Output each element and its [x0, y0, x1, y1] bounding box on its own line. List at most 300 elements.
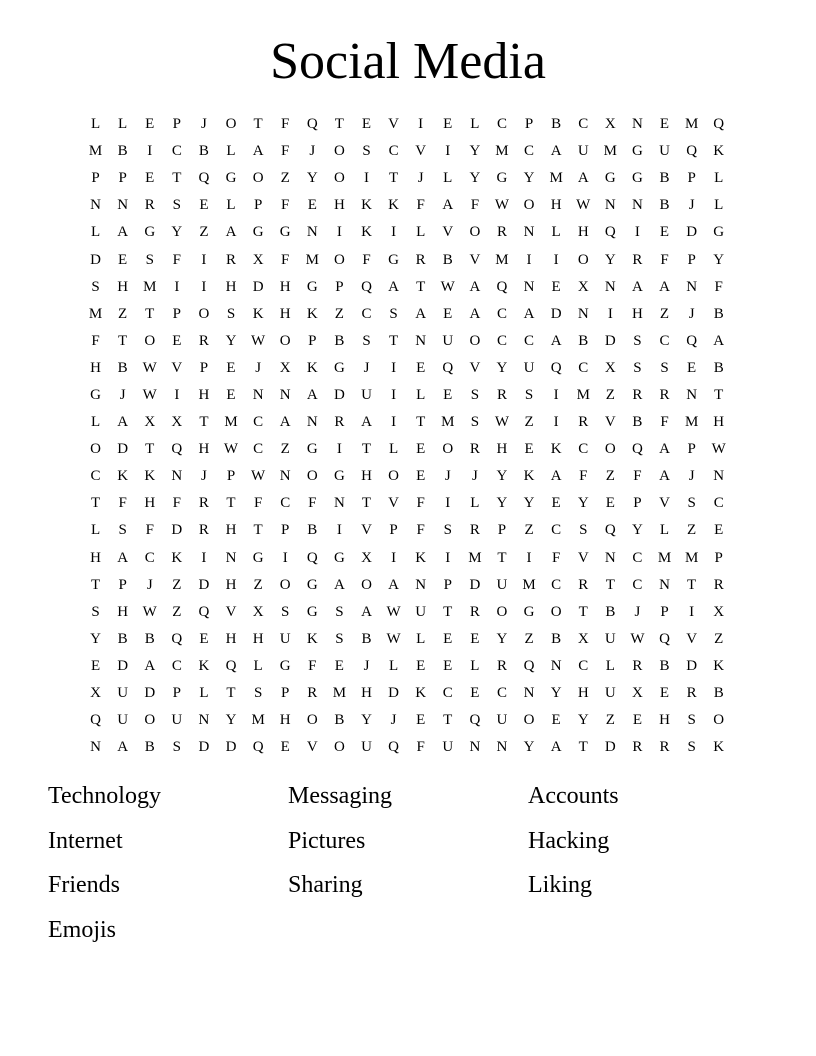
grid-letter[interactable]: D	[198, 576, 210, 593]
grid-letter[interactable]: G	[496, 170, 508, 187]
grid-letter[interactable]: K	[117, 468, 129, 485]
grid-letter[interactable]: L	[388, 657, 399, 674]
grid-letter[interactable]: P	[281, 685, 290, 702]
grid-letter[interactable]: F	[281, 143, 290, 160]
grid-letter[interactable]: P	[308, 332, 317, 349]
grid-letter[interactable]: N	[604, 549, 616, 566]
grid-letter[interactable]: G	[632, 143, 643, 160]
grid-letter[interactable]: E	[551, 712, 561, 729]
grid-letter[interactable]: T	[578, 603, 588, 620]
grid-letter[interactable]: O	[144, 712, 156, 729]
grid-letter[interactable]: Z	[605, 468, 615, 485]
grid-letter[interactable]: U	[361, 739, 372, 756]
grid-letter[interactable]: H	[713, 414, 725, 431]
grid-letter[interactable]: H	[225, 522, 237, 539]
grid-letter[interactable]: H	[496, 441, 508, 458]
grid-letter[interactable]: S	[362, 332, 371, 349]
grid-letter[interactable]: R	[198, 522, 209, 539]
grid-letter[interactable]: V	[171, 359, 183, 376]
grid-letter[interactable]: Q	[225, 657, 237, 674]
grid-letter[interactable]: X	[577, 630, 589, 647]
grid-letter[interactable]: W	[494, 414, 510, 431]
grid-letter[interactable]: E	[334, 657, 344, 674]
grid-letter[interactable]: S	[687, 712, 696, 729]
grid-letter[interactable]: I	[445, 495, 451, 512]
grid-letter[interactable]: H	[550, 197, 562, 214]
grid-letter[interactable]: M	[603, 143, 617, 160]
grid-letter[interactable]: T	[443, 603, 453, 620]
grid-letter[interactable]: E	[416, 359, 426, 376]
grid-letter[interactable]: Y	[306, 170, 318, 187]
grid-letter[interactable]: B	[117, 143, 128, 160]
grid-letter[interactable]: O	[306, 712, 318, 729]
grid-letter[interactable]: X	[604, 359, 616, 376]
grid-letter[interactable]: Q	[306, 116, 318, 133]
grid-letter[interactable]: X	[171, 414, 183, 431]
grid-letter[interactable]: E	[443, 386, 453, 403]
grid-letter[interactable]: D	[550, 305, 562, 322]
grid-letter[interactable]: H	[225, 278, 237, 295]
grid-letter[interactable]: O	[469, 332, 481, 349]
grid-letter[interactable]: J	[119, 386, 126, 403]
grid-letter[interactable]: D	[686, 224, 698, 241]
grid-letter[interactable]: J	[471, 468, 478, 485]
grid-letter[interactable]: O	[523, 712, 535, 729]
grid-letter[interactable]: P	[660, 603, 669, 620]
grid-letter[interactable]: S	[389, 305, 398, 322]
grid-letter[interactable]: D	[90, 251, 101, 268]
grid-letter[interactable]: F	[281, 251, 290, 268]
grid-letter[interactable]: U	[279, 630, 291, 647]
grid-letter[interactable]: E	[470, 630, 480, 647]
grid-letter[interactable]: W	[576, 197, 591, 214]
grid-letter[interactable]: G	[333, 359, 345, 376]
grid-letter[interactable]: I	[147, 143, 153, 160]
grid-letter[interactable]: C	[144, 549, 155, 566]
grid-letter[interactable]: M	[495, 143, 509, 160]
grid-letter[interactable]: X	[604, 116, 616, 133]
grid-letter[interactable]: B	[551, 630, 562, 647]
grid-letter[interactable]: V	[659, 495, 670, 512]
grid-letter[interactable]: N	[198, 712, 210, 729]
grid-letter[interactable]: N	[523, 224, 535, 241]
grid-letter[interactable]: F	[172, 495, 181, 512]
grid-letter[interactable]: F	[362, 251, 371, 268]
grid-letter[interactable]: L	[551, 224, 561, 241]
grid-letter[interactable]: E	[145, 116, 155, 133]
grid-letter[interactable]: O	[333, 143, 345, 160]
grid-letter[interactable]: Q	[659, 630, 670, 647]
grid-letter[interactable]: L	[714, 197, 724, 214]
grid-letter[interactable]: G	[306, 603, 318, 620]
grid-letter[interactable]: H	[225, 576, 237, 593]
grid-letter[interactable]: C	[361, 305, 372, 322]
grid-letter[interactable]: O	[279, 576, 291, 593]
grid-letter[interactable]: A	[361, 414, 372, 431]
grid-letter[interactable]: R	[632, 251, 643, 268]
grid-letter[interactable]: P	[199, 359, 209, 376]
grid-letter[interactable]: C	[551, 522, 562, 539]
grid-letter[interactable]: K	[144, 468, 156, 485]
grid-letter[interactable]: E	[659, 116, 670, 133]
grid-letter[interactable]: Q	[632, 441, 643, 458]
grid-letter[interactable]: M	[143, 278, 157, 295]
grid-letter[interactable]: J	[417, 170, 424, 187]
grid-letter[interactable]: Y	[523, 495, 535, 512]
grid-letter[interactable]: T	[388, 170, 399, 187]
grid-letter[interactable]: T	[199, 414, 209, 431]
grid-letter[interactable]: M	[495, 251, 509, 268]
grid-letter[interactable]: S	[470, 414, 480, 431]
grid-letter[interactable]: P	[281, 522, 290, 539]
grid-letter[interactable]: I	[363, 170, 369, 187]
grid-letter[interactable]: E	[199, 197, 209, 214]
grid-letter[interactable]: K	[550, 441, 562, 458]
grid-letter[interactable]: E	[361, 116, 372, 133]
grid-letter[interactable]: Q	[388, 739, 399, 756]
grid-letter[interactable]: O	[604, 441, 616, 458]
grid-letter[interactable]: O	[225, 116, 237, 133]
grid-letter[interactable]: T	[416, 278, 426, 295]
grid-letter[interactable]: M	[88, 305, 103, 322]
grid-letter[interactable]: J	[146, 576, 153, 593]
grid-letter[interactable]: W	[142, 386, 157, 403]
grid-letter[interactable]: A	[252, 143, 264, 160]
grid-letter[interactable]: R	[415, 251, 426, 268]
grid-letter[interactable]: V	[361, 522, 372, 539]
grid-letter[interactable]: C	[578, 359, 589, 376]
grid-letter[interactable]: J	[201, 468, 207, 485]
grid-letter[interactable]: B	[551, 116, 562, 133]
grid-letter[interactable]: T	[90, 576, 101, 593]
grid-letter[interactable]: R	[578, 414, 589, 431]
grid-letter[interactable]: C	[659, 332, 670, 349]
grid-letter[interactable]: A	[659, 468, 670, 485]
grid-letter[interactable]: N	[306, 224, 318, 241]
grid-letter[interactable]: H	[225, 630, 237, 647]
grid-letter[interactable]: L	[118, 116, 128, 133]
grid-letter[interactable]: I	[553, 414, 559, 431]
grid-letter[interactable]: U	[523, 359, 535, 376]
grid-letter[interactable]: A	[550, 739, 562, 756]
grid-letter[interactable]: F	[660, 414, 669, 431]
grid-letter[interactable]: W	[386, 630, 401, 647]
grid-letter[interactable]: B	[659, 657, 670, 674]
grid-letter[interactable]: H	[632, 305, 643, 322]
grid-letter[interactable]: O	[333, 739, 345, 756]
grid-letter[interactable]: G	[333, 549, 345, 566]
grid-letter[interactable]: W	[440, 278, 455, 295]
grid-letter[interactable]: E	[416, 468, 426, 485]
grid-letter[interactable]: U	[171, 712, 183, 729]
grid-letter[interactable]: F	[551, 549, 561, 566]
grid-letter[interactable]: C	[578, 441, 589, 458]
grid-letter[interactable]: N	[496, 739, 508, 756]
grid-letter[interactable]: Y	[496, 359, 508, 376]
grid-letter[interactable]: P	[253, 197, 263, 214]
grid-letter[interactable]: E	[280, 739, 290, 756]
grid-letter[interactable]: P	[172, 685, 181, 702]
grid-letter[interactable]: P	[524, 116, 534, 133]
grid-letter[interactable]: E	[307, 197, 317, 214]
grid-letter[interactable]: T	[334, 116, 344, 133]
grid-letter[interactable]: I	[336, 522, 342, 539]
grid-letter[interactable]: Z	[687, 522, 697, 539]
grid-letter[interactable]: T	[361, 441, 372, 458]
grid-letter[interactable]: I	[174, 278, 180, 295]
grid-letter[interactable]: P	[91, 170, 100, 187]
grid-letter[interactable]: V	[604, 414, 616, 431]
grid-letter[interactable]: S	[91, 278, 100, 295]
grid-letter[interactable]: S	[633, 332, 642, 349]
grid-letter[interactable]: T	[361, 495, 372, 512]
grid-letter[interactable]: U	[117, 712, 129, 729]
grid-letter[interactable]: N	[90, 739, 101, 756]
grid-letter[interactable]: U	[577, 143, 589, 160]
grid-letter[interactable]: B	[334, 332, 345, 349]
grid-letter[interactable]: K	[415, 685, 427, 702]
grid-letter[interactable]: D	[388, 685, 399, 702]
grid-letter[interactable]: N	[632, 197, 643, 214]
grid-letter[interactable]: A	[550, 332, 562, 349]
grid-letter[interactable]: B	[334, 712, 345, 729]
grid-letter[interactable]: R	[198, 495, 209, 512]
grid-letter[interactable]: Q	[604, 522, 616, 539]
grid-letter[interactable]: N	[279, 386, 291, 403]
grid-letter[interactable]: Y	[523, 170, 535, 187]
grid-letter[interactable]: B	[198, 143, 209, 160]
grid-letter[interactable]: Z	[605, 712, 615, 729]
grid-letter[interactable]: F	[281, 116, 290, 133]
grid-letter[interactable]: C	[632, 576, 643, 593]
grid-letter[interactable]: B	[605, 603, 616, 620]
grid-letter[interactable]: I	[391, 224, 397, 241]
grid-letter[interactable]: C	[524, 143, 535, 160]
grid-letter[interactable]: L	[90, 116, 101, 133]
grid-letter[interactable]: S	[335, 630, 344, 647]
grid-letter[interactable]: M	[332, 685, 347, 702]
grid-letter[interactable]: O	[279, 332, 291, 349]
grid-letter[interactable]: N	[713, 468, 725, 485]
grid-letter[interactable]: N	[686, 386, 698, 403]
grid-letter[interactable]: J	[444, 468, 451, 485]
grid-letter[interactable]: J	[634, 603, 641, 620]
grid-letter[interactable]: F	[660, 251, 669, 268]
grid-letter[interactable]: W	[142, 603, 157, 620]
grid-letter[interactable]: C	[171, 143, 182, 160]
grid-letter[interactable]: Q	[686, 332, 698, 349]
grid-letter[interactable]: Y	[469, 170, 481, 187]
grid-letter[interactable]: E	[632, 712, 642, 729]
grid-letter[interactable]: N	[577, 305, 589, 322]
grid-letter[interactable]: M	[657, 549, 672, 566]
grid-letter[interactable]: Q	[171, 630, 183, 647]
grid-letter[interactable]: Z	[524, 630, 534, 647]
grid-letter[interactable]: H	[333, 197, 345, 214]
grid-letter[interactable]: R	[469, 522, 480, 539]
grid-letter[interactable]: A	[442, 197, 454, 214]
grid-letter[interactable]: V	[388, 116, 399, 133]
grid-letter[interactable]: Y	[171, 224, 183, 241]
grid-letter[interactable]: N	[604, 197, 616, 214]
grid-letter[interactable]: A	[469, 305, 481, 322]
grid-letter[interactable]: G	[279, 657, 291, 674]
grid-letter[interactable]: P	[335, 278, 344, 295]
grid-letter[interactable]: T	[714, 386, 724, 403]
grid-letter[interactable]: O	[306, 468, 318, 485]
grid-letter[interactable]: F	[308, 495, 317, 512]
grid-letter[interactable]: C	[253, 414, 264, 431]
grid-letter[interactable]: K	[361, 224, 372, 241]
grid-letter[interactable]: E	[659, 685, 670, 702]
grid-letter[interactable]: K	[415, 549, 427, 566]
grid-letter[interactable]: I	[282, 549, 288, 566]
grid-letter[interactable]: R	[713, 576, 724, 593]
grid-letter[interactable]: E	[687, 359, 697, 376]
grid-letter[interactable]: B	[659, 197, 670, 214]
grid-letter[interactable]: I	[336, 441, 342, 458]
grid-letter[interactable]: O	[496, 603, 508, 620]
grid-letter[interactable]: P	[443, 576, 452, 593]
grid-letter[interactable]: K	[713, 143, 725, 160]
grid-letter[interactable]: C	[551, 576, 562, 593]
grid-letter[interactable]: W	[223, 441, 239, 458]
grid-letter[interactable]: S	[579, 522, 588, 539]
grid-letter[interactable]: P	[172, 305, 181, 322]
grid-letter[interactable]: X	[144, 414, 156, 431]
grid-letter[interactable]: E	[659, 224, 670, 241]
grid-letter[interactable]: Q	[90, 712, 101, 729]
grid-letter[interactable]: C	[496, 305, 507, 322]
grid-letter[interactable]: B	[659, 170, 670, 187]
grid-letter[interactable]: L	[470, 116, 480, 133]
grid-letter[interactable]: B	[117, 630, 128, 647]
grid-letter[interactable]: N	[333, 495, 345, 512]
grid-letter[interactable]: A	[279, 414, 291, 431]
grid-letter[interactable]: V	[469, 251, 481, 268]
grid-letter[interactable]: L	[90, 522, 101, 539]
grid-letter[interactable]: H	[90, 549, 101, 566]
grid-letter[interactable]: K	[306, 630, 318, 647]
grid-letter[interactable]: I	[553, 251, 559, 268]
grid-letter[interactable]: I	[526, 549, 532, 566]
grid-letter[interactable]: E	[416, 712, 426, 729]
grid-letter[interactable]: D	[604, 332, 616, 349]
grid-letter[interactable]: H	[117, 603, 129, 620]
grid-letter[interactable]: U	[604, 685, 616, 702]
grid-letter[interactable]: G	[252, 549, 264, 566]
grid-letter[interactable]: J	[390, 712, 397, 729]
grid-letter[interactable]: Q	[198, 603, 210, 620]
grid-letter[interactable]: G	[388, 251, 399, 268]
grid-letter[interactable]: D	[604, 739, 616, 756]
grid-letter[interactable]: G	[632, 170, 643, 187]
grid-letter[interactable]: S	[687, 739, 696, 756]
grid-letter[interactable]: T	[605, 576, 615, 593]
grid-letter[interactable]: B	[361, 630, 372, 647]
grid-letter[interactable]: I	[607, 305, 613, 322]
grid-letter[interactable]: L	[605, 657, 615, 674]
grid-letter[interactable]: W	[386, 603, 401, 620]
grid-letter[interactable]: G	[306, 576, 318, 593]
grid-letter[interactable]: H	[198, 441, 210, 458]
grid-letter[interactable]: K	[252, 305, 264, 322]
grid-letter[interactable]: C	[496, 116, 507, 133]
grid-letter[interactable]: R	[469, 441, 480, 458]
grid-letter[interactable]: L	[90, 224, 101, 241]
grid-letter[interactable]: G	[90, 386, 101, 403]
grid-letter[interactable]: E	[226, 359, 236, 376]
grid-letter[interactable]: A	[361, 603, 372, 620]
grid-letter[interactable]: O	[333, 170, 345, 187]
grid-letter[interactable]: O	[577, 251, 589, 268]
grid-letter[interactable]: C	[442, 685, 453, 702]
grid-letter[interactable]: T	[90, 495, 101, 512]
grid-letter[interactable]: L	[226, 143, 236, 160]
grid-letter[interactable]: X	[632, 685, 643, 702]
grid-letter[interactable]: N	[225, 549, 237, 566]
grid-letter[interactable]: Y	[225, 332, 237, 349]
grid-letter[interactable]: O	[469, 224, 481, 241]
grid-letter[interactable]: M	[224, 414, 238, 431]
grid-letter[interactable]: O	[361, 576, 372, 593]
grid-letter[interactable]: T	[578, 739, 588, 756]
grid-letter[interactable]: X	[279, 359, 291, 376]
grid-letter[interactable]: T	[443, 712, 453, 729]
grid-letter[interactable]: K	[713, 739, 725, 756]
grid-letter[interactable]: L	[714, 170, 724, 187]
grid-letter[interactable]: D	[686, 657, 698, 674]
grid-letter[interactable]: T	[497, 549, 507, 566]
grid-letter[interactable]: P	[118, 170, 127, 187]
grid-letter[interactable]: R	[632, 386, 643, 403]
grid-letter[interactable]: C	[578, 657, 589, 674]
grid-letter[interactable]: O	[713, 712, 725, 729]
grid-letter[interactable]: Y	[90, 630, 101, 647]
grid-letter[interactable]: O	[442, 441, 454, 458]
grid-letter[interactable]: H	[577, 224, 589, 241]
grid-letter[interactable]: H	[144, 495, 156, 512]
grid-letter[interactable]: Z	[118, 305, 128, 322]
grid-letter[interactable]: M	[441, 414, 455, 431]
grid-letter[interactable]: U	[496, 576, 508, 593]
grid-letter[interactable]: E	[470, 685, 480, 702]
grid-letter[interactable]: W	[251, 332, 266, 349]
grid-letter[interactable]: R	[334, 414, 345, 431]
grid-letter[interactable]: B	[144, 739, 155, 756]
grid-letter[interactable]: Q	[442, 359, 454, 376]
grid-letter[interactable]: W	[630, 630, 645, 647]
grid-letter[interactable]: G	[279, 224, 291, 241]
grid-letter[interactable]: X	[252, 251, 264, 268]
grid-letter[interactable]: A	[144, 657, 156, 674]
grid-letter[interactable]: I	[391, 549, 397, 566]
grid-letter[interactable]: E	[443, 630, 453, 647]
grid-letter[interactable]: K	[523, 468, 535, 485]
grid-letter[interactable]: D	[171, 522, 183, 539]
grid-letter[interactable]: E	[416, 657, 426, 674]
grid-letter[interactable]: L	[416, 224, 426, 241]
grid-letter[interactable]: I	[526, 251, 532, 268]
grid-letter[interactable]: A	[388, 576, 399, 593]
grid-letter[interactable]: A	[632, 278, 643, 295]
grid-letter[interactable]: Q	[198, 170, 210, 187]
grid-letter[interactable]: F	[416, 495, 425, 512]
grid-letter[interactable]: A	[388, 278, 399, 295]
grid-letter[interactable]: G	[144, 224, 156, 241]
grid-letter[interactable]: P	[118, 576, 127, 593]
grid-letter[interactable]: Z	[172, 603, 182, 620]
